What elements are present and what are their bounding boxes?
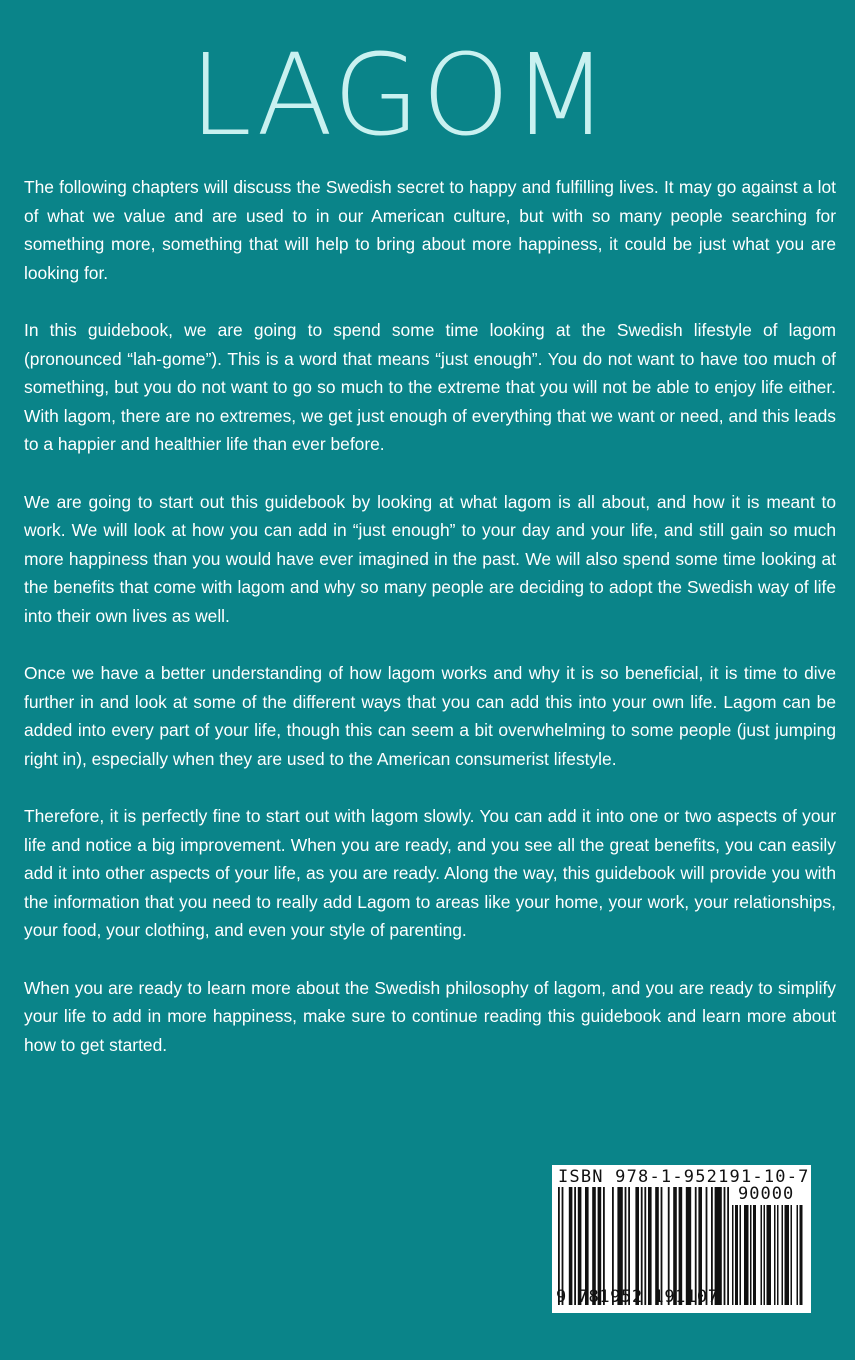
blurb-paragraph-3: We are going to start out this guidebook by looking at what lagom is all about, and how it is meant to work. We will look at how you can add in “just enough” to your day and your life, and still gain so much more happiness than you would have ever imagined in the past. We will also spend some time looking at the benefits that come with lagom and why so many people are deciding to adopt the Swedish way of life into their own lives as well.	[24, 491, 836, 626]
barcode-bar	[774, 1205, 776, 1305]
barcode-bar	[800, 1205, 803, 1305]
barcode-bar	[724, 1187, 726, 1305]
blurb-paragraph-4: Once we have a better understanding of how lagom works and why it is so beneficial, it is time to dive further in and look at some of the different ways that you can add this into your own life. Lagom can be added into every part of your life, though this can seem a bit overwhelming to some people (just jumping right in), especially when they are used to the American consumerist lifestyle.	[24, 663, 836, 769]
barcode-bar	[753, 1205, 756, 1305]
blurb-paragraph-2: In this guidebook, we are going to spend some time looking at the Swedish lifestyle of lagom (pronounced “lah-gome”). This is a word that means “just enough”. You do not want to have too much of something, but you do not want to go so much to the extreme that you will not be able to enjoy life either. With lagom, there are no extremes, we get just enough of everything that we want or need, and this leads to a happier and healthier life than ever before.	[24, 319, 836, 455]
barcode-bar	[740, 1205, 742, 1305]
barcode-bar	[764, 1205, 766, 1305]
barcode-bar	[735, 1205, 738, 1305]
barcode-bar	[744, 1205, 749, 1305]
barcode-bar	[791, 1205, 793, 1305]
cover-title: LAGOM	[189, 31, 611, 161]
barcode-bar	[767, 1205, 772, 1305]
price-code: 90000	[738, 1184, 795, 1204]
barcode-bar	[785, 1205, 790, 1305]
ean-digits: 9 781952 191107	[556, 1287, 719, 1307]
blurb	[24, 173, 836, 1088]
isbn-barcode	[552, 1165, 811, 1313]
barcode-bar	[782, 1205, 784, 1305]
barcode-bar	[750, 1205, 752, 1305]
blurb-paragraph-5: Therefore, it is perfectly fine to start out with lagom slowly. You can add it into one or two aspects of your life and notice a big improvement. When you are ready, and you see all the great benefits, you can easily add it into other aspects of your life, as you are ready. Along the way, this guidebook will provide you with the information that you need to really add Lagom to areas like your home, your work, your relationships, your food, your clothing, and even your style of parenting.	[24, 806, 836, 941]
barcode-bar	[777, 1205, 779, 1305]
blurb-paragraph-6: When you are ready to learn more about the Swedish philosophy of lagom, and you are ready to simplify your life to add in more happiness, make sure to continue reading this guidebook and learn more about how to get started.	[24, 977, 836, 1055]
isbn-label: ISBN 978-1-952191-10-7	[558, 1167, 810, 1187]
barcode-bar	[797, 1205, 799, 1305]
barcode-bar	[761, 1205, 763, 1305]
barcode-bar	[732, 1205, 734, 1305]
blurb-paragraph-1: The following chapters will discuss the Swedish secret to happy and fulfilling lives. It may go against a lot of what we value and are used to in our American culture, but with so many people searching for something more, something that will help to bring about more happiness, it could be just what you are looking for.	[24, 177, 836, 283]
barcode-bar	[727, 1187, 729, 1305]
